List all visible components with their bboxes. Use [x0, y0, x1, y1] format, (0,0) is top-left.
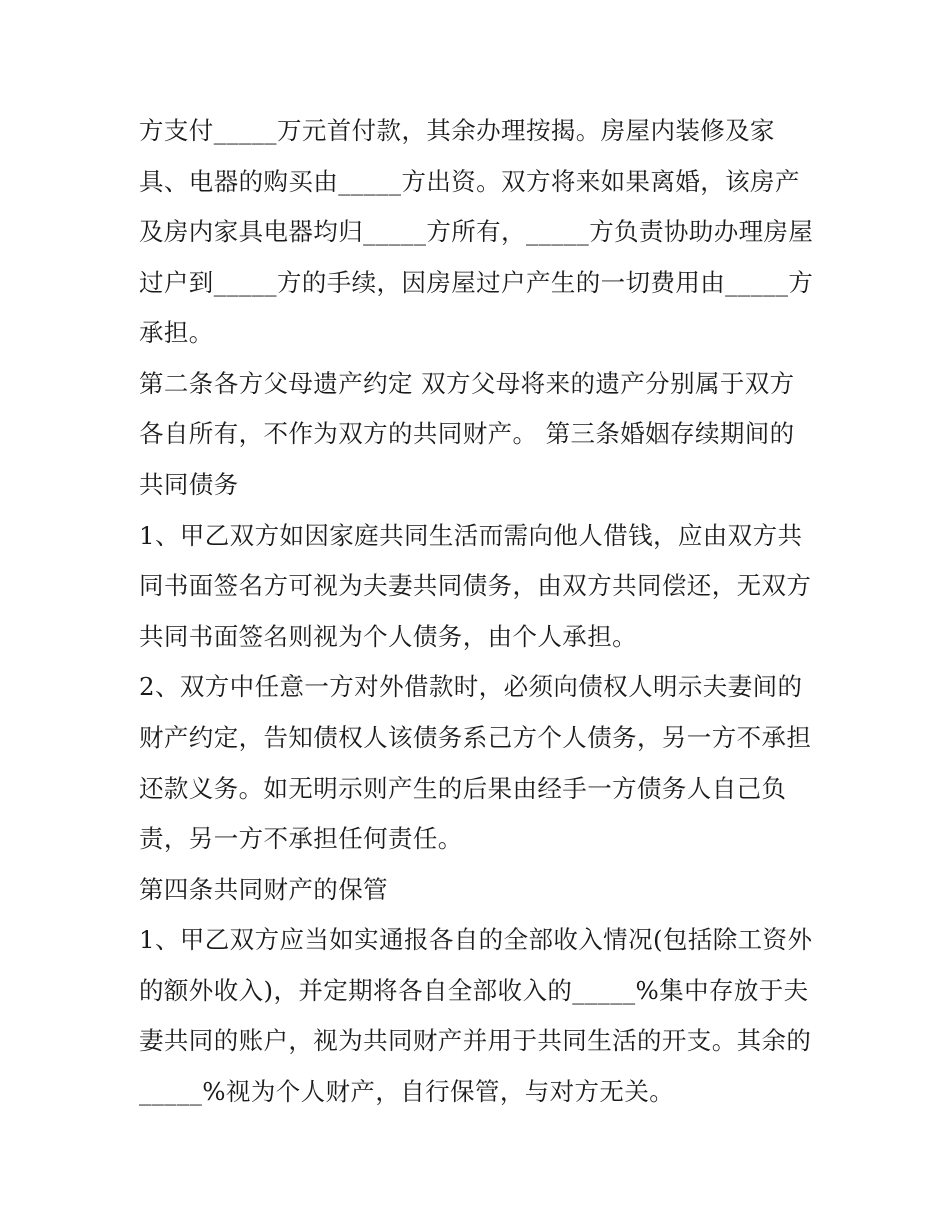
text-line: 过户到_____方的手续，因房屋过户产生的一切费用由_____方 [139, 268, 814, 297]
text-line: 财产约定，告知债权人该债务系己方个人债务，另一方不承担 [139, 723, 812, 752]
text-line: 共同债务 [139, 470, 239, 499]
text-line: 的额外收入)，并定期将各自全部收入的_____%集中存放于夫 [139, 976, 809, 1005]
text-line: 方支付_____万元首付款，其余办理按揭。房屋内装修及家 [139, 116, 775, 145]
text-line: 妻共同的账户，视为共同财产并用于共同生活的开支。其余的 [139, 1026, 812, 1055]
text-line: 及房内家具电器均归_____方所有，_____方负责协助办理房屋 [139, 217, 814, 246]
list-item-line: 1、甲乙双方应当如实通报各自的全部收入情况(包括除工资外 [139, 925, 813, 954]
text-line: 各自所有，不作为双方的共同财产。 第三条婚姻存续期间的 [139, 419, 795, 448]
list-item-line: 1、甲乙双方如因家庭共同生活而需向他人借钱，应由双方共 [139, 521, 803, 550]
text-line: 共同书面签名则视为个人债务，由个人承担。 [139, 622, 637, 651]
text-line: 还款义务。如无明示则产生的后果由经手一方债务人自己负 [139, 774, 787, 803]
text-line: 同书面签名方可视为夫妻共同债务，由双方共同偿还，无双方 [139, 571, 812, 600]
list-item-line: 2、双方中任意一方对外借款时，必须向债权人明示夫妻间的 [139, 672, 803, 701]
text-line: _____%视为个人财产，自行保管，与对方无关。 [139, 1077, 675, 1106]
text-line: 责，另一方不承担任何责任。 [139, 824, 463, 853]
text-line: 承担。 [139, 318, 214, 347]
text-line: 具、电器的购买由_____方出资。双方将来如果离婚，该房产 [139, 167, 800, 196]
section-heading-line: 第二条各方父母遗产约定 双方父母将来的遗产分别属于双方 [139, 369, 795, 398]
section-heading-line: 第四条共同财产的保管 [139, 875, 388, 904]
